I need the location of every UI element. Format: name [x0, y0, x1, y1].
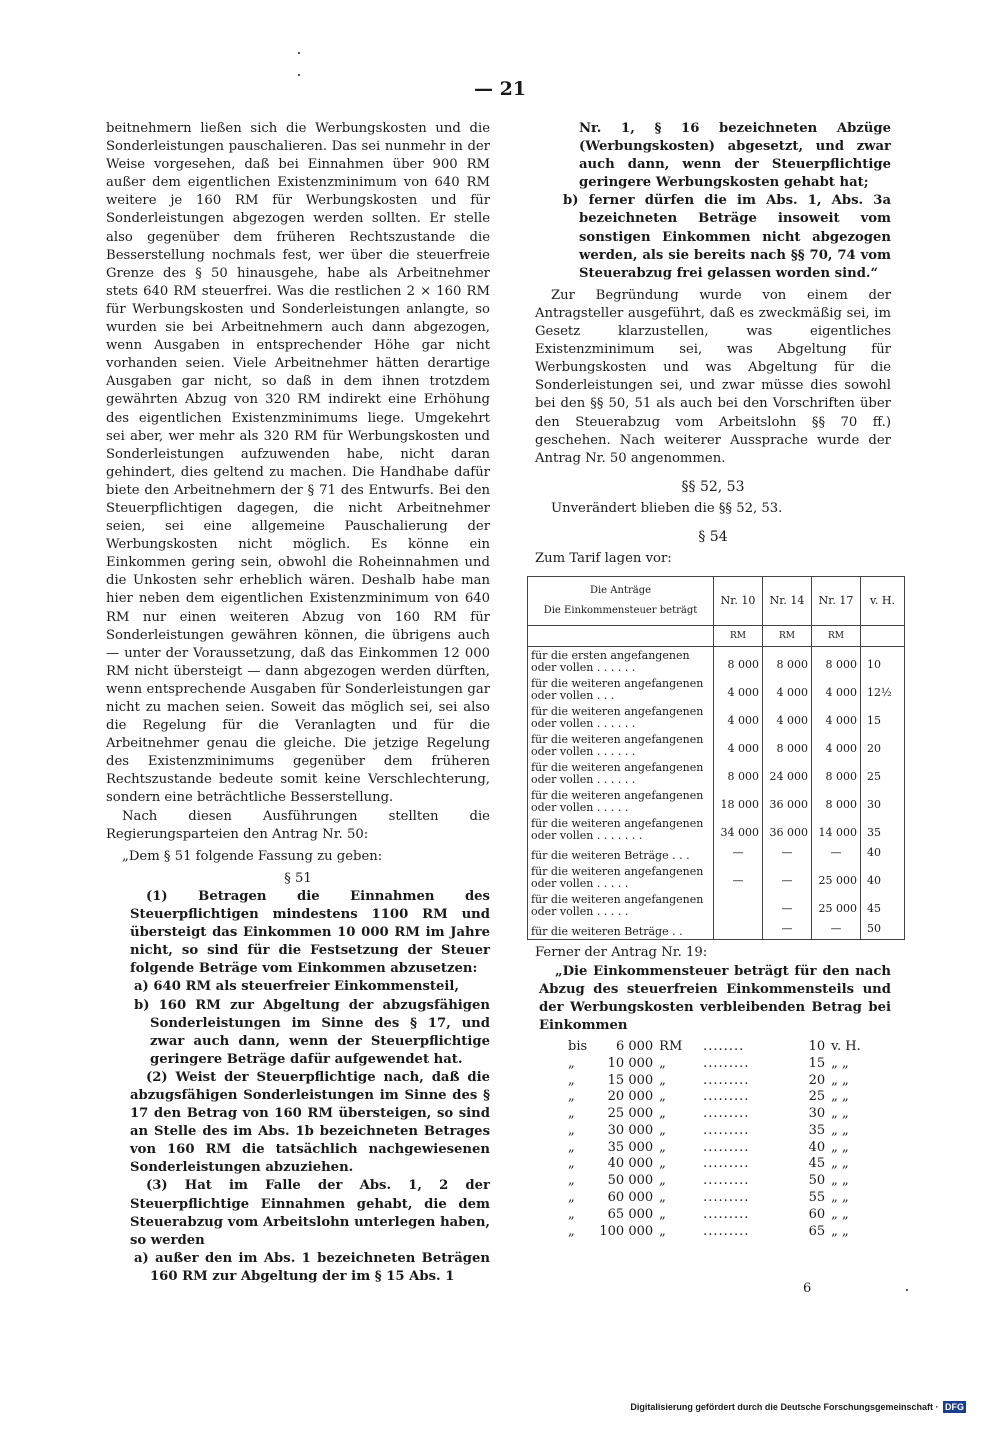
rate-cell: 40: [861, 843, 905, 863]
rate-row: [565, 1073, 864, 1090]
rate-row: [565, 1039, 864, 1056]
rate-prefix: „: [568, 1173, 575, 1189]
row-label: für die weiteren angefangenen oder vollen . . . . . .: [528, 759, 714, 787]
rate-percent: 35: [808, 1122, 826, 1138]
paragraph: beitnehmern ließen sich die Werbungskosten und die Sonderleistungen pauschalieren. Das sei nunmehr in der Weise vorgesehen, daß bei Einnahmen über 900 RM außer dem eigentlichen Existenzminimum von 640 RM weitere je 160 RM für Werbungskosten und für Sonderleistungen abgezogen werden sollten. Er stelle also gegenüber dem früheren Rechtszustande die Besserstellung nochmals fest, wer über die steuerfreie Grenze des § 50 hinausgehe, habe als Arbeitnehmer stets 640 RM steuerfrei. Was die restlichen 2 × 160 RM für Werbungskosten und Sonderleistungen anlangte, so wurden sie bei Arbeitnehmern auch dann abgezogen, wenn Ausgaben in entsprechender Höhe gar nicht vorhanden seien. Viele Arbeitnehmer hätten derartige Ausgaben gar nicht, so daß in dem ihnen trotzdem gewährten Abzug von 320 RM indirekt eine Erhöhung des eigentlichen Existenzminimums liege. Umgekehrt sei aber, wer mehr als 320 RM für Werbungskosten und Sonderleistungen aufzuwenden habe, nicht daran gehindert, dies geltend zu machen. Die Handhabe dafür biete den Arbeitnehmern der § 71 des Entwurfs. Bei den Steuerpflichtigen dagegen, die nicht Arbeitnehmer seien, sei eine allgemeine Pauschalierung der Werbungskosten nicht möglich. Es könne ein Einkommen gering sein, obwohl die Roheinnahmen und die Unkosten sehr erheblich wären. Deshalb habe man hier neben dem eigentlichen Existenzminimum von 640 RM nur einen weiteren Abzug von 160 RM für Sonderleistungen gewähren können, die übrigens auch — unter der Voraussetzung, daß das Einkommen 12 000 RM nicht übersteigt — dann abgezogen werden dürften, wenn entsprechende Ausgaben für Sonderleistungen gar nicht zu machen seien. Soweit das möglich sei, sei also die Regelung für die Veranlagten und für die Arbeitnehmer genau die gleiche. Die jetzige Regelung des Existenzminimums gegenüber dem früheren Rechtszustande bedeute somit keine Verschlechterung, sondern eine beträchtliche Besserstellung.: [106, 121, 490, 806]
table-row: [528, 675, 905, 703]
rate-percent: 50: [808, 1173, 826, 1189]
table-row: [528, 843, 905, 863]
table-cell: 25 000: [812, 863, 861, 891]
column-header: v. H.: [861, 577, 905, 626]
rate-prefix: „: [568, 1190, 575, 1206]
paragraph: Nr. 1, § 16 bezeichneten Abzüge (Werbungskosten) abgesetzt, und zwar auch dann, wenn der Steuerpflichtige geringere Werbungskosten gehabt hat;: [579, 121, 891, 191]
proposed-text-continued: [535, 120, 891, 283]
leader-dots: .........: [703, 1106, 750, 1122]
rate-percent: 15: [808, 1055, 826, 1071]
rate-amount: 20 000: [607, 1089, 654, 1105]
rate-suffix: „ „: [831, 1223, 849, 1239]
rate-suffix: „ „: [831, 1122, 849, 1138]
list-item: a) außer den im Abs. 1 bezeichneten Beträgen 160 RM zur Abgeltung der im § 15 Abs. 1: [134, 1250, 490, 1284]
rate-cell: 35: [861, 815, 905, 843]
row-label: für die weiteren Beträge . .: [528, 919, 714, 940]
caption-line: Die Anträge: [589, 585, 652, 597]
table-cell: 8 000: [714, 647, 763, 676]
table-cell: 8 000: [812, 787, 861, 815]
table-cell: 24 000: [763, 759, 812, 787]
table-row: [528, 703, 905, 731]
table-cell: —: [812, 843, 861, 863]
table-cell: 36 000: [763, 787, 812, 815]
table-cell: 8 000: [763, 731, 812, 759]
rate-row: [565, 1207, 864, 1224]
table-header-caption: [528, 577, 714, 626]
paragraph: Zur Begründung wurde von einem der Antragsteller ausgeführt, daß es zweckmäßig sei, im Gesetz klarzustellen, was eigentliches Existenzminimum sei, was Abgeltung für Werbungskosten und was Abgeltung für die Sonderleistungen sei, und zwar müsse dies sowohl bei den §§ 50, 51 als auch bei den Vorschriften über den Steuerabzug vom Arbeitslohn §§ 70 ff.) geschehen. Nach weiterer Aussprache wurde der Antrag Nr. 50 angenommen.: [535, 287, 891, 466]
table-cell: [861, 626, 905, 647]
rate-suffix: „ „: [831, 1190, 849, 1206]
rate-amount: 60 000: [607, 1190, 654, 1206]
motion-text: „Die Einkommensteuer beträgt für den nach Abzug des steuerfreien Einkommensteils und der Werbungskosten verbleibenden Betrag bei Einkommen: [539, 963, 891, 1033]
table-cell: 18 000: [714, 787, 763, 815]
signature-mark: 6: [803, 1281, 812, 1296]
rate-amount: 6 000: [615, 1038, 654, 1054]
row-label: für die weiteren angefangenen oder vollen . . . . .: [528, 787, 714, 815]
rate-unit: RM: [659, 1038, 683, 1054]
rate-unit: „: [659, 1122, 666, 1138]
rate-unit: „: [659, 1206, 666, 1222]
table-cell: —: [714, 843, 763, 863]
leader-dots: .........: [703, 1206, 750, 1222]
rate-cell: 40: [861, 863, 905, 891]
rate-suffix: „ „: [831, 1089, 849, 1105]
section-heading: §§ 52, 53: [681, 478, 745, 495]
rate-prefix: „: [568, 1223, 575, 1239]
dfg-logo: DFG: [945, 1402, 964, 1412]
leader-dots: .........: [703, 1139, 750, 1155]
unit-row: [528, 626, 905, 647]
unit-cell: RM: [763, 626, 812, 647]
rate-unit: „: [659, 1089, 666, 1105]
rate-amount: 25 000: [607, 1106, 654, 1122]
rate-suffix: „ „: [831, 1106, 849, 1122]
rate-prefix: „: [568, 1089, 575, 1105]
column-header: Nr. 14: [763, 577, 812, 626]
rate-cell: 12½: [861, 675, 905, 703]
table-cell: 8 000: [812, 759, 861, 787]
rate-row: [565, 1190, 864, 1207]
row-label: für die weiteren angefangenen oder vollen . . . . .: [528, 863, 714, 891]
table-header-row: [528, 577, 905, 626]
rate-unit: „: [659, 1190, 666, 1206]
rates-table: [565, 1039, 864, 1241]
left-column: [106, 120, 490, 1286]
rate-amount: 50 000: [607, 1173, 654, 1189]
table-row: [528, 891, 905, 919]
caption-line: Die Einkommensteuer beträgt: [543, 605, 698, 617]
leader-dots: ........: [703, 1038, 745, 1054]
rate-row: [565, 1089, 864, 1106]
unit-cell: RM: [714, 626, 763, 647]
rate-suffix: „ „: [831, 1156, 849, 1172]
leader-dots: .........: [703, 1055, 750, 1071]
scan-speck: [298, 52, 300, 54]
leader-dots: .........: [703, 1190, 750, 1206]
column-header: Nr. 10: [714, 577, 763, 626]
paragraph: Zum Tarif lagen vor:: [535, 551, 672, 567]
table-cell: 14 000: [812, 815, 861, 843]
rate-prefix: „: [568, 1122, 575, 1138]
digitization-footer: [630, 1402, 966, 1412]
rate-amount: 40 000: [607, 1156, 654, 1172]
rate-cell: 20: [861, 731, 905, 759]
table-cell: 4 000: [812, 703, 861, 731]
rate-cell: 25: [861, 759, 905, 787]
rate-prefix: „: [568, 1055, 575, 1071]
rate-suffix: „ „: [831, 1055, 849, 1071]
rate-row: [565, 1173, 864, 1190]
footer-text: Digitalisierung gefördert durch die Deutsche Forschungsgemeinschaft ·: [630, 1402, 939, 1412]
table-row: [528, 759, 905, 787]
rate-percent: 55: [808, 1190, 826, 1206]
table-cell: 8 000: [812, 647, 861, 676]
table-cell: 25 000: [812, 891, 861, 919]
rate-unit: „: [659, 1072, 666, 1088]
table-cell: 34 000: [714, 815, 763, 843]
paragraph: Nach diesen Ausführungen stellten die Regierungsparteien den Antrag Nr. 50:: [106, 808, 490, 842]
rate-percent: 40: [808, 1139, 826, 1155]
scan-speck: [906, 1289, 908, 1291]
rate-amount: 100 000: [599, 1223, 654, 1239]
rate-unit: „: [659, 1106, 666, 1122]
table-cell: 4 000: [714, 675, 763, 703]
rate-prefix: bis: [568, 1038, 588, 1054]
row-label: für die weiteren Beträge . . .: [528, 843, 714, 863]
leader-dots: .........: [703, 1173, 750, 1189]
rate-percent: 60: [808, 1206, 826, 1222]
tariff-table: [527, 576, 905, 940]
paragraph-abs2: (2) Weist der Steuerpflichtige nach, daß die abzugsfähigen Sonderleistungen im Sinne des § 17 den Betrag von 160 RM übersteigen, so sind an Stelle des im Abs. 1b bezeichneten Betrages von 160 RM die tatsächlich nachgewiesenen Sonderleistungen abzuziehen.: [130, 1069, 490, 1176]
table-cell: —: [763, 919, 812, 940]
rate-amount: 10 000: [607, 1055, 654, 1071]
rate-cell: 45: [861, 891, 905, 919]
table-cell: 4 000: [812, 675, 861, 703]
rate-suffix: „ „: [831, 1173, 849, 1189]
table-cell: —: [763, 843, 812, 863]
leader-dots: .........: [703, 1122, 750, 1138]
motion-intro: „Dem § 51 folgende Fassung zu geben:: [122, 848, 383, 864]
rate-amount: 30 000: [607, 1122, 654, 1138]
row-label: für die weiteren angefangenen oder vollen . . . . . .: [528, 703, 714, 731]
rate-row: [565, 1156, 864, 1173]
row-label: für die weiteren angefangenen oder vollen . . . . .: [528, 891, 714, 919]
rate-suffix: „ „: [831, 1139, 849, 1155]
table-cell: —: [714, 863, 763, 891]
rate-prefix: „: [568, 1206, 575, 1222]
leader-dots: .........: [703, 1223, 750, 1239]
unit-cell: RM: [812, 626, 861, 647]
table-row: [528, 787, 905, 815]
rate-suffix: v. H.: [831, 1038, 861, 1054]
row-label: für die weiteren angefangenen oder vollen . . . . . . .: [528, 815, 714, 843]
rate-cell: 30: [861, 787, 905, 815]
table-cell: 8 000: [763, 647, 812, 676]
rate-cell: 15: [861, 703, 905, 731]
rate-unit: „: [659, 1055, 666, 1071]
rate-row: [565, 1123, 864, 1140]
table-cell: 36 000: [763, 815, 812, 843]
table-cell: 4 000: [763, 703, 812, 731]
rate-percent: 30: [808, 1106, 826, 1122]
rate-suffix: „ „: [831, 1206, 849, 1222]
paragraph-abs3: (3) Hat im Falle der Abs. 1, 2 der Steuerpflichtige Einnahmen gehabt, die dem Steuerabzug vom Arbeitslohn unterlegen haben, so werden: [130, 1178, 490, 1248]
leader-dots: .........: [703, 1156, 750, 1172]
section-heading: § 54: [698, 528, 728, 545]
table-cell: 4 000: [812, 731, 861, 759]
table-cell: —: [763, 891, 812, 919]
table-cell: —: [763, 863, 812, 891]
proposed-text: [106, 888, 490, 1286]
table-row: [528, 731, 905, 759]
rate-suffix: „ „: [831, 1072, 849, 1088]
row-label: für die weiteren angefangenen oder vollen . . .: [528, 675, 714, 703]
rate-amount: 35 000: [607, 1139, 654, 1155]
rate-row: [565, 1140, 864, 1157]
leader-dots: .........: [703, 1089, 750, 1105]
table-cell: [528, 626, 714, 647]
paragraph-abs1: (1) Betragen die Einnahmen des Steuerpflichtigen mindestens 1100 RM und übersteigt das Einkommen 10 000 RM im Jahre nicht, so sind für die Festsetzung der Steuer folgende Beträge vom Einkommen abzusetzen:: [130, 888, 490, 977]
row-label: für die ersten angefangenen oder vollen . . . . . .: [528, 647, 714, 676]
table-cell: —: [812, 919, 861, 940]
rate-row: [565, 1056, 864, 1073]
table-cell: 4 000: [714, 731, 763, 759]
list-item: b) ferner dürfen die im Abs. 1, Abs. 3a bezeichneten Beträge insoweit vom sonstigen Einkommen nicht abgezogen werden, als sie bereits nach §§ 70, 74 vom Steuerabzug frei gelassen worden sind.“: [563, 193, 891, 281]
rate-cell: 10: [861, 647, 905, 676]
rate-percent: 20: [808, 1072, 826, 1088]
rate-unit: „: [659, 1156, 666, 1172]
rate-percent: 45: [808, 1156, 826, 1172]
table-row: [528, 919, 905, 940]
rate-unit: „: [659, 1223, 666, 1239]
list-item: a) 640 RM als steuerfreier Einkommensteil,: [134, 979, 459, 995]
table-row: [528, 815, 905, 843]
rate-prefix: „: [568, 1139, 575, 1155]
table-cell: [714, 919, 763, 940]
rate-percent: 10: [808, 1038, 826, 1054]
table-row: [528, 863, 905, 891]
rate-amount: 65 000: [607, 1206, 654, 1222]
table-cell: 4 000: [714, 703, 763, 731]
table-cell: [714, 891, 763, 919]
row-label: für die weiteren angefangenen oder vollen . . . . . .: [528, 731, 714, 759]
rate-amount: 15 000: [607, 1072, 654, 1088]
rate-prefix: „: [568, 1106, 575, 1122]
table-row: [528, 647, 905, 676]
paragraph: Ferner der Antrag Nr. 19:: [535, 945, 708, 961]
column-header: Nr. 17: [812, 577, 861, 626]
rate-unit: „: [659, 1173, 666, 1189]
rate-prefix: „: [568, 1156, 575, 1172]
table-cell: 8 000: [714, 759, 763, 787]
rate-percent: 65: [808, 1223, 826, 1239]
table-cell: 4 000: [763, 675, 812, 703]
right-column: [531, 120, 895, 1240]
scan-speck: [298, 74, 300, 76]
page-number: — 21: [473, 78, 527, 100]
paragraph: Unverändert blieben die §§ 52, 53.: [551, 500, 783, 516]
rate-cell: 50: [861, 919, 905, 940]
leader-dots: .........: [703, 1072, 750, 1088]
list-item: b) 160 RM zur Abgeltung der abzugsfähigen Sonderleistungen im Sinne des § 17, und zwar auch dann, wenn der Steuerpflichtige geringere Beträge dafür aufgewendet hat.: [134, 997, 490, 1067]
section-heading: § 51: [284, 870, 312, 886]
rate-unit: „: [659, 1139, 666, 1155]
rate-row: [565, 1224, 864, 1241]
rate-percent: 25: [808, 1089, 826, 1105]
rate-row: [565, 1106, 864, 1123]
rate-prefix: „: [568, 1072, 575, 1088]
